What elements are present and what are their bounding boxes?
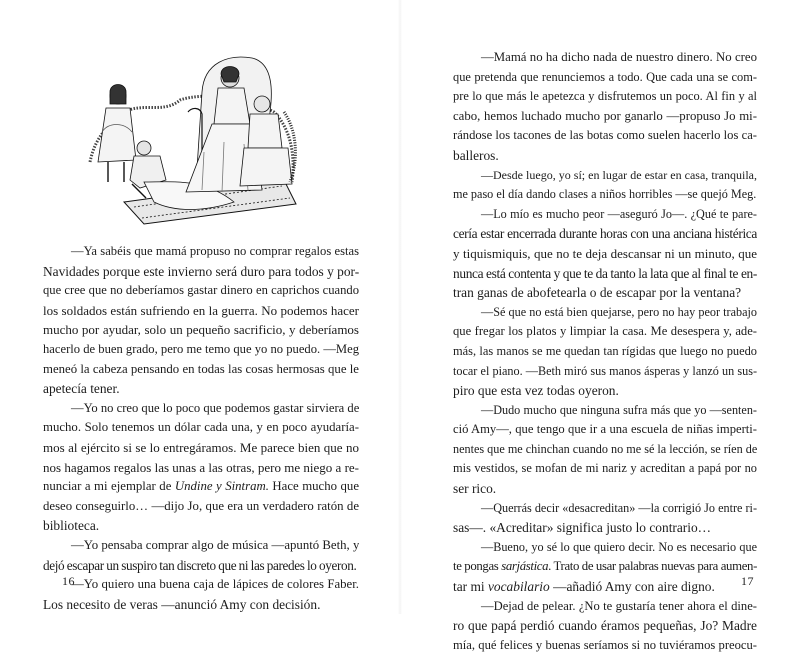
text-line: tocar el piano. —Beth miró sus manos ásperas y lanzó un sus-	[453, 363, 757, 378]
text-run: . Trato de usar palabras nuevas para aumen-	[548, 559, 757, 574]
engraving-illustration	[84, 52, 304, 228]
text-run: Hace mucho que	[268, 479, 359, 494]
text-line: —Lo mío es mucho peor —aseguró Jo—. ¿Qué te pare-	[481, 206, 757, 221]
text-line: mucho por ayudar, solo un pequeño sacrificio, y deberíamos	[43, 322, 359, 338]
text-line: apetecía tener.	[43, 381, 120, 397]
text-line	[453, 577, 757, 597]
text-run: —añadió Amy con aire digno.	[549, 579, 715, 595]
paragraph	[453, 597, 757, 655]
text-line: Navidades porque este invierno será duro para todos y por-	[43, 263, 359, 279]
text-line: cería estar encerrada durante horas con una anciana histérica	[453, 226, 757, 242]
text-line: nunca está contenta y que te da tanto la lata que al final te en-	[453, 265, 757, 281]
text-line: —Dejad de pelear. ¿No te gustaría tener ahora el dine-	[481, 598, 757, 613]
italic-word: sarjástica	[501, 559, 549, 574]
text-line: —Querrás decir «desacreditan» —la corrigió Jo entre ri-	[481, 500, 757, 515]
text-line: me paso el día dando clases a niños horribles —se quejó Meg.	[453, 187, 757, 202]
text-line: Los necesito de veras —anunció Amy con decisión.	[43, 596, 321, 612]
text-line: ció Amy—, que tengo que ir a una escuela de niñas imperti-	[453, 422, 757, 437]
book-gutter	[398, 0, 402, 614]
text-line: —Yo pensaba comprar algo de música —apuntó Beth, y	[71, 537, 359, 552]
left-page-body	[43, 242, 359, 614]
text-line: hacerlo de buen grado, pero me temo que yo no puedo. —Meg	[43, 341, 359, 356]
text-line: mos al ejército si se lo entregáramos. Me parece bien que no	[43, 439, 359, 455]
paragraph	[453, 303, 757, 401]
text-line: más, las manos se me quedan tan rígidas que luego no puedo	[453, 343, 757, 358]
text-line: —Dudo mucho que ninguna sufra más que yo —senten-	[481, 402, 757, 417]
text-line: tran ganas de abofetearla o de escapar por la ventana?	[453, 285, 742, 301]
page-number-right: 17	[741, 574, 754, 588]
paragraph	[453, 499, 757, 538]
paragraph	[43, 242, 359, 399]
text-line: y tiquismiquis, que no te deja descansar ni un minuto, que	[453, 245, 757, 261]
text-line: ser rico.	[453, 481, 497, 497]
text-line	[453, 557, 757, 577]
paragraph	[43, 575, 359, 614]
text-line: biblioteca.	[43, 518, 100, 534]
italic-word: vocabilario	[487, 579, 550, 595]
text-run: nunciar a mi ejemplar de	[43, 479, 175, 494]
text-line: que pretenda que renunciemos a todo. Que cada una se com-	[453, 69, 757, 84]
text-line: pre lo que más le apetezca y disfrutemos un poco. Al fin y al	[453, 89, 757, 104]
text-line: —Desde luego, yo sí; en lugar de estar en casa, tranquila,	[481, 167, 757, 182]
paragraph	[453, 401, 757, 499]
text-line: sas—. «Acreditar» significa justo lo contrario…	[453, 520, 712, 536]
text-line: —Ya sabéis que mamá propuso no comprar regalos estas	[71, 244, 359, 258]
paragraph	[453, 48, 757, 166]
text-line: mis vestidos, se mofan de mi nariz y acreditan a papá por no	[453, 461, 757, 476]
text-line: ro que papá perdió cuando éramos pequeñas, Jo? Madre	[453, 618, 757, 634]
text-line: —Mamá no ha dicho nada de nuestro dinero. No creo	[481, 50, 757, 64]
text-line	[43, 477, 359, 497]
paragraph	[43, 399, 359, 536]
text-line: —Yo quiero una buena caja de lápices de colores Faber.	[71, 577, 359, 592]
text-line: nentes que me chinchan cuando no me sé la lección, se ríen de	[453, 441, 757, 456]
text-line: cabo, hemos luchado mucho por ganarlo —propuso Jo mi-	[453, 108, 757, 123]
text-line: meneó la cabeza pensando en todas las cosas hermosas que le	[43, 361, 359, 376]
book-title-italic: Undine y Sintram.	[174, 479, 269, 494]
text-line: que cree que no deberíamos gastar dinero en caprichos cuando	[43, 283, 359, 298]
text-line: —Yo no creo que lo poco que podemos gastar sirviera de	[71, 400, 359, 415]
text-line: mía, qué felices y buenas seríamos si no tuviéramos preocu-	[453, 637, 757, 652]
text-line: los soldados están sufriendo en la guerra. No podemos hacer	[43, 302, 359, 318]
paragraph	[43, 536, 359, 575]
text-line: piro que esta vez todas oyeron.	[453, 383, 619, 399]
paragraph	[453, 205, 757, 303]
text-line: mucho. Solo tenemos un dólar cada una, y en poco ayudaría-	[43, 420, 359, 435]
text-line: que fregar los platos y limpiar la casa. Me desespera y, ade-	[453, 324, 757, 339]
page-number-left: 16	[62, 574, 75, 588]
text-run: tar mi	[453, 579, 488, 595]
right-page-body	[453, 48, 757, 655]
text-line: —Sé que no está bien quejarse, pero no hay peor trabajo	[481, 304, 757, 319]
text-line: dejó escapar un suspiro tan discreto que ni las paredes lo oyeron.	[43, 557, 357, 573]
girl-standing-left	[98, 85, 136, 183]
text-line: rándose los tacones de las botas como suelen hacerlo los ca-	[453, 128, 757, 143]
text-line: balleros.	[453, 147, 499, 163]
text-line: —Bueno, yo sé lo que quiero decir. No es necesario que	[481, 539, 757, 554]
text-line: nos hagamos regalos las unas a las otras, pero me niego a re-	[43, 459, 359, 475]
text-run: te pongas	[453, 559, 502, 574]
paragraph	[453, 538, 757, 597]
text-line: deseo conseguirlo… —dijo Jo, que era un verdadero ratón de	[43, 498, 359, 513]
paragraph	[453, 166, 757, 205]
